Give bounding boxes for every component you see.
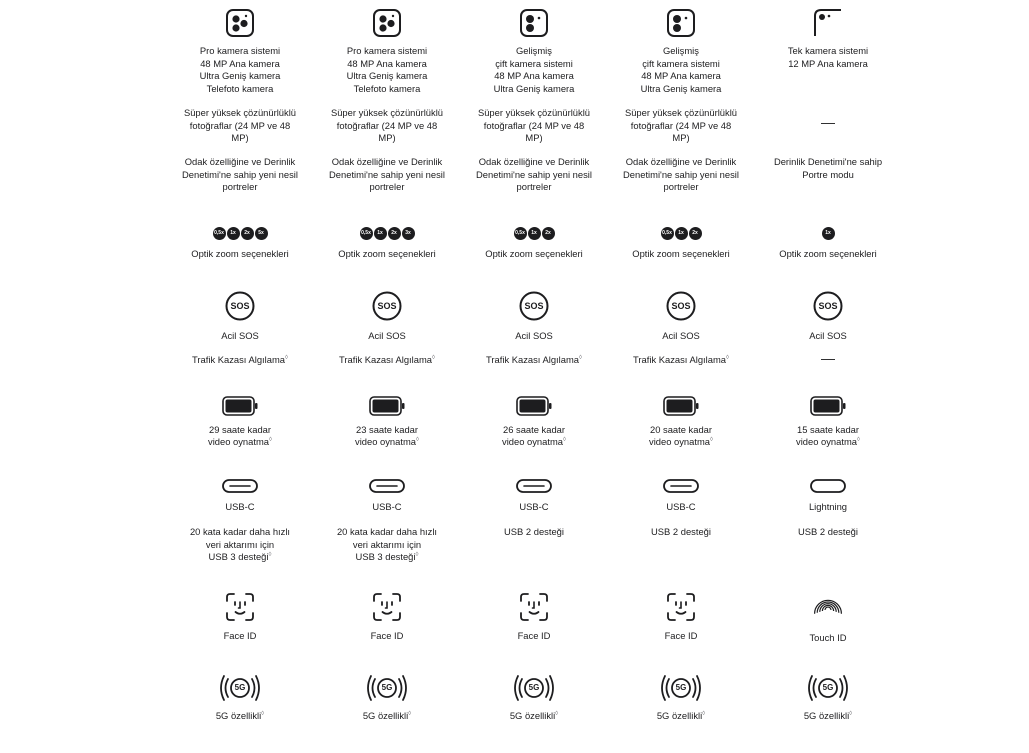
auth-label-text: Face ID — [517, 630, 551, 641]
camera-line: Pro kamera sistemi — [199, 45, 281, 56]
sos-label-text: Acil SOS — [809, 330, 847, 341]
5g-label-text: 5G özellikli — [215, 710, 262, 721]
zoom-badge: 1x — [528, 227, 541, 240]
transfer-line-text: USB 3 desteği — [208, 551, 269, 563]
zoom-badge: 3x — [402, 227, 415, 240]
transfer-line — [312, 539, 462, 552]
camera-system — [312, 45, 462, 95]
face-id-icon — [519, 592, 549, 626]
crash-detection — [312, 354, 462, 367]
transfer-line — [459, 526, 609, 539]
footnote-mark: ◊ — [261, 710, 265, 717]
zoom-badge: 1x — [227, 227, 240, 240]
battery-icon — [222, 396, 258, 420]
auth-label — [606, 630, 756, 643]
sos-icon — [372, 291, 402, 325]
sos-icon-text: SOS — [524, 301, 544, 311]
zoom-badge: 2x — [542, 227, 555, 240]
sos-icon-text: SOS — [377, 301, 397, 311]
battery-line-2-text: video oynatma — [355, 436, 416, 447]
zoom-label — [165, 248, 315, 261]
battery-line-1-text: 23 saate kadar — [355, 424, 419, 435]
camera-line: Gelişmiş — [516, 45, 552, 56]
data-transfer — [165, 526, 315, 564]
model-column — [459, 0, 609, 753]
auth-label — [459, 630, 609, 643]
crash-detection-text: Trafik Kazası Algılama — [633, 354, 726, 365]
transfer-line — [312, 551, 462, 564]
camera-system — [165, 45, 315, 95]
zoom-badge: 2x — [388, 227, 401, 240]
5g-label — [753, 710, 903, 723]
zoom-label-text: Optik zoom seçenekleri — [779, 248, 877, 259]
port-type — [606, 501, 756, 514]
transfer-line — [606, 526, 756, 539]
battery-line-1-text: 15 saate kadar — [796, 424, 860, 435]
sos-label-text: Acil SOS — [515, 330, 553, 341]
photo-resolution-text: Süper yüksek çözünürlüklü fotoğraflar (24 MP ve 48 MP) — [477, 107, 591, 144]
zoom-buttons — [822, 227, 835, 240]
photo-resolution — [623, 107, 739, 145]
zoom-label — [606, 248, 756, 261]
5g-icon — [514, 673, 554, 707]
5g-icon — [220, 673, 260, 707]
sos-label — [753, 330, 903, 343]
portrait-mode-text: Odak özelliğine ve Derinlik Denetimi'ne sahip yeni nesil portreler — [476, 156, 592, 193]
data-transfer — [312, 526, 462, 564]
port-type-text: USB-C — [225, 501, 255, 512]
zoom-label-text: Optik zoom seçenekleri — [338, 248, 436, 259]
crash-detection-text: — — [821, 350, 835, 366]
footnote-mark: ◊ — [431, 354, 435, 361]
sos-label-text: Acil SOS — [662, 330, 700, 341]
5g-label-text: 5G özellikli — [656, 710, 703, 721]
portrait-mode — [182, 156, 298, 194]
model-column — [753, 0, 903, 753]
fingerprint-icon — [812, 592, 844, 628]
portrait-mode-text: Odak özelliğine ve Derinlik Denetimi'ne sahip yeni nesil portreler — [623, 156, 739, 193]
crash-detection — [753, 352, 903, 365]
crash-detection-text: Trafik Kazası Algılama — [192, 354, 285, 365]
transfer-line-text: veri aktarımı için — [352, 538, 422, 550]
transfer-line-text: USB 2 desteği — [651, 526, 711, 537]
5g-label-text: 5G özellikli — [509, 710, 556, 721]
sos-icon-text: SOS — [230, 301, 250, 311]
port-type-text: USB-C — [372, 501, 402, 512]
transfer-line — [312, 526, 462, 539]
battery-line-1 — [606, 424, 756, 437]
transfer-line-text: veri aktarımı için — [205, 538, 275, 550]
battery-line-1 — [459, 424, 609, 437]
battery-icon — [663, 396, 699, 420]
camera-line: Ultra Geniş kamera — [199, 70, 281, 82]
zoom-badge: 1x — [374, 227, 387, 240]
portrait-mode — [476, 156, 592, 194]
face-id-icon — [666, 592, 696, 626]
auth-label-text: Face ID — [370, 630, 404, 641]
footnote-mark: ◊ — [416, 436, 419, 443]
battery-line-2 — [312, 436, 462, 449]
battery-line-1-text: 29 saate kadar — [208, 424, 272, 435]
zoom-options — [459, 225, 609, 240]
auth-label-text: Face ID — [664, 630, 698, 641]
5g-icon-text: 5G — [528, 683, 540, 692]
zoom-label — [753, 248, 903, 261]
camera-line: 48 MP Ana kamera — [200, 57, 280, 69]
zoom-badge: 2x — [689, 227, 702, 240]
photo-resolution — [476, 107, 592, 145]
footnote-mark: ◊ — [555, 710, 559, 717]
5g-label — [459, 710, 609, 723]
model-column — [606, 0, 756, 753]
port-type — [165, 501, 315, 514]
portrait-mode — [623, 156, 739, 194]
footnote-mark: ◊ — [563, 436, 566, 443]
photo-resolution-text: — — [821, 114, 835, 130]
5g-icon-text: 5G — [675, 683, 687, 692]
model-column — [312, 0, 462, 753]
photo-resolution-text: Süper yüksek çözünürlüklü fotoğraflar (24 MP ve 48 MP) — [330, 107, 444, 144]
transfer-line-text: 20 kata kadar daha hızlı — [189, 526, 291, 537]
battery-line-2-text: video oynatma — [796, 436, 857, 447]
zoom-badge: 5x — [255, 227, 268, 240]
transfer-line-text: USB 3 desteği — [355, 551, 416, 563]
battery-line-1-text: 26 saate kadar — [502, 424, 566, 435]
battery-line-2 — [606, 436, 756, 449]
zoom-badge: 2x — [241, 227, 254, 240]
battery-icon — [516, 396, 552, 420]
5g-icon-text: 5G — [822, 683, 834, 692]
auth-label-text: Face ID — [223, 630, 257, 641]
sos-icon — [225, 291, 255, 325]
data-transfer — [753, 526, 903, 539]
battery-line-2-text: video oynatma — [502, 436, 563, 447]
zoom-badge: 1x — [675, 227, 688, 240]
zoom-badge: 0,5x — [514, 227, 527, 240]
footnote-mark: ◊ — [578, 354, 582, 361]
crash-detection-text: Trafik Kazası Algılama — [486, 354, 579, 365]
zoom-label-text: Optik zoom seçenekleri — [485, 248, 583, 259]
footnote-mark: ◊ — [268, 552, 272, 559]
battery-line-2 — [753, 436, 903, 449]
photo-resolution — [770, 116, 886, 129]
zoom-options — [165, 225, 315, 240]
sos-icon — [666, 291, 696, 325]
zoom-badge: 1x — [822, 227, 835, 240]
transfer-line-text: USB 2 desteği — [504, 526, 564, 537]
face-id-icon — [225, 592, 255, 626]
usb-c-port-icon — [516, 479, 552, 497]
battery-line-2-text: video oynatma — [649, 436, 710, 447]
footnote-mark: ◊ — [857, 436, 860, 443]
zoom-buttons — [360, 227, 415, 240]
face-id-icon — [372, 592, 402, 626]
camera-line: Ultra Geniş kamera — [493, 82, 575, 94]
camera-line: 48 MP Ana kamera — [494, 70, 574, 82]
footnote-mark: ◊ — [725, 354, 729, 361]
footnote-mark: ◊ — [415, 552, 419, 559]
zoom-buttons — [514, 227, 555, 240]
battery-line-2 — [459, 436, 609, 449]
transfer-line — [753, 526, 903, 539]
model-column — [165, 0, 315, 753]
camera-icon — [666, 8, 696, 42]
zoom-label-text: Optik zoom seçenekleri — [632, 248, 730, 259]
sos-label-text: Acil SOS — [368, 330, 406, 341]
5g-icon — [661, 673, 701, 707]
zoom-badge: 0,5x — [213, 227, 226, 240]
usb-c-port-icon — [369, 479, 405, 497]
photo-resolution-text: Süper yüksek çözünürlüklü fotoğraflar (24 MP ve 48 MP) — [624, 107, 738, 144]
camera-icon — [225, 8, 255, 42]
sos-icon — [519, 291, 549, 325]
camera-line: Ultra Geniş kamera — [640, 82, 722, 94]
zoom-label-text: Optik zoom seçenekleri — [191, 248, 289, 259]
5g-label-text: 5G özellikli — [362, 710, 409, 721]
auth-label — [312, 630, 462, 643]
battery-line-2-text: video oynatma — [208, 436, 269, 447]
camera-icon — [372, 8, 402, 42]
port-type-text: USB-C — [519, 501, 549, 512]
auth-label-text: Touch ID — [809, 632, 847, 643]
usb-c-port-icon — [222, 479, 258, 497]
camera-line: Telefoto kamera — [206, 82, 274, 94]
photo-resolution-text: Süper yüksek çözünürlüklü fotoğraflar (24 MP ve 48 MP) — [183, 107, 297, 144]
camera-line: 48 MP Ana kamera — [347, 57, 427, 69]
battery-line-1 — [165, 424, 315, 437]
battery-line-1 — [753, 424, 903, 437]
zoom-options — [606, 225, 756, 240]
camera-system — [606, 45, 756, 95]
portrait-mode — [770, 156, 886, 181]
5g-label-text: 5G özellikli — [803, 710, 850, 721]
photo-resolution — [182, 107, 298, 145]
5g-icon-text: 5G — [381, 683, 393, 692]
battery-line-1-text: 20 saate kadar — [649, 424, 713, 435]
camera-line: Ultra Geniş kamera — [346, 70, 428, 82]
data-transfer — [606, 526, 756, 539]
footnote-mark: ◊ — [269, 436, 272, 443]
port-type — [753, 501, 903, 514]
zoom-buttons — [213, 227, 268, 240]
camera-icon — [519, 8, 549, 42]
zoom-options — [312, 225, 462, 240]
crash-detection — [459, 354, 609, 367]
portrait-mode-text: Odak özelliğine ve Derinlik Denetimi'ne sahip yeni nesil portreler — [329, 156, 445, 193]
footnote-mark: ◊ — [849, 710, 853, 717]
camera-icon — [813, 8, 843, 42]
camera-system — [753, 45, 903, 70]
5g-label — [312, 710, 462, 723]
transfer-line — [165, 539, 315, 552]
5g-icon — [367, 673, 407, 707]
photo-resolution — [329, 107, 445, 145]
data-transfer — [459, 526, 609, 539]
sos-label — [312, 330, 462, 343]
footnote-mark: ◊ — [710, 436, 713, 443]
crash-detection-text: Trafik Kazası Algılama — [339, 354, 432, 365]
footnote-mark: ◊ — [284, 354, 288, 361]
sos-icon-text: SOS — [818, 301, 838, 311]
5g-label — [165, 710, 315, 723]
battery-icon — [810, 396, 846, 420]
portrait-mode-text: Derinlik Denetimi'ne sahip Portre modu — [773, 156, 883, 180]
transfer-line-text: USB 2 desteği — [798, 526, 858, 537]
zoom-buttons — [661, 227, 702, 240]
zoom-label — [459, 248, 609, 261]
camera-system — [459, 45, 609, 95]
zoom-badge: 0,5x — [360, 227, 373, 240]
zoom-badge: 0,5x — [661, 227, 674, 240]
camera-line: 48 MP Ana kamera — [641, 70, 721, 82]
crash-detection — [165, 354, 315, 367]
camera-line: Gelişmiş — [663, 45, 699, 56]
sos-label — [165, 330, 315, 343]
battery-icon — [369, 396, 405, 420]
camera-line: çift kamera sistemi — [495, 57, 573, 69]
transfer-line — [165, 526, 315, 539]
footnote-mark: ◊ — [702, 710, 706, 717]
camera-line: Tek kamera sistemi — [787, 45, 869, 56]
auth-label — [753, 632, 903, 645]
transfer-line-text: 20 kata kadar daha hızlı — [336, 526, 438, 537]
5g-icon-text: 5G — [234, 683, 246, 692]
zoom-label — [312, 248, 462, 261]
battery-line-2 — [165, 436, 315, 449]
port-type-text: USB-C — [666, 501, 696, 512]
camera-line: Pro kamera sistemi — [346, 45, 428, 56]
5g-label — [606, 710, 756, 723]
sos-icon — [813, 291, 843, 325]
5g-icon — [808, 673, 848, 707]
sos-label — [606, 330, 756, 343]
crash-detection — [606, 354, 756, 367]
sos-label-text: Acil SOS — [221, 330, 259, 341]
auth-label — [165, 630, 315, 643]
lightning-port-icon — [810, 479, 846, 497]
camera-line: çift kamera sistemi — [642, 57, 720, 69]
footnote-mark: ◊ — [408, 710, 412, 717]
camera-line: 12 MP Ana kamera — [788, 57, 868, 69]
transfer-line — [165, 551, 315, 564]
sos-icon-text: SOS — [671, 301, 691, 311]
camera-line: Telefoto kamera — [353, 82, 421, 94]
port-type-text: Lightning — [808, 501, 848, 512]
usb-c-port-icon — [663, 479, 699, 497]
port-type — [459, 501, 609, 514]
portrait-mode — [329, 156, 445, 194]
sos-label — [459, 330, 609, 343]
battery-line-1 — [312, 424, 462, 437]
port-type — [312, 501, 462, 514]
portrait-mode-text: Odak özelliğine ve Derinlik Denetimi'ne sahip yeni nesil portreler — [182, 156, 298, 193]
zoom-options — [753, 225, 903, 240]
